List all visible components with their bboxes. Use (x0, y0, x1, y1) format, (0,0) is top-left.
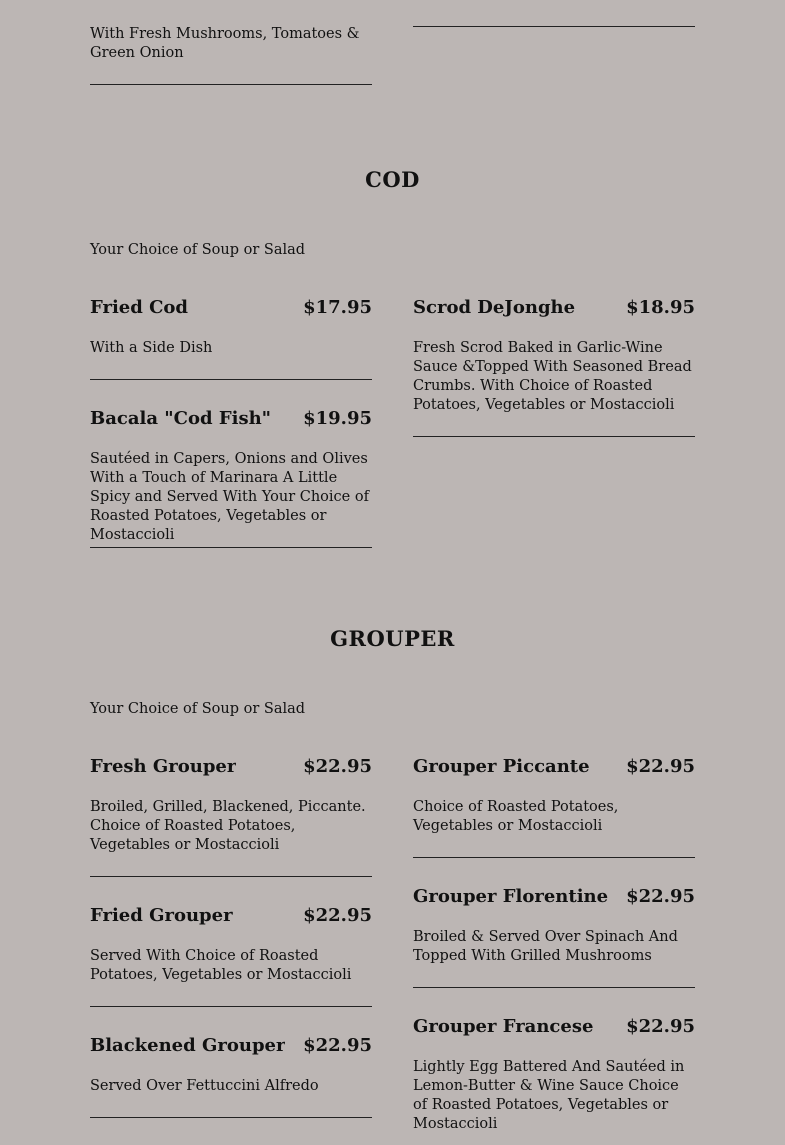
menu-item-scrod-dejonghe[interactable] (413, 297, 695, 319)
item-name: Grouper Florentine (413, 886, 609, 907)
section-note: Your Choice of Soup or Salad (90, 242, 306, 258)
item-price: $22.95 (626, 756, 695, 777)
item-name: Fried Cod (90, 297, 189, 318)
item-price: $22.95 (626, 1016, 695, 1037)
item-divider (90, 1006, 372, 1007)
item-divider (413, 26, 695, 27)
menu-item-grouper-francese[interactable] (413, 1016, 695, 1038)
item-divider (90, 547, 372, 548)
item-divider (90, 876, 372, 877)
item-description: Served Over Fettuccini Alfredo (90, 1078, 319, 1094)
menu-item-grouper-piccante[interactable] (413, 756, 695, 778)
menu-item-fried-grouper[interactable] (90, 905, 372, 927)
section-note: Your Choice of Soup or Salad (90, 701, 306, 717)
item-price: $17.95 (303, 297, 372, 318)
item-divider (413, 987, 695, 988)
menu-item-fried-cod[interactable] (90, 297, 372, 319)
item-price: $22.95 (303, 756, 372, 777)
item-name: Grouper Francese (413, 1016, 594, 1037)
item-price: $22.95 (626, 886, 695, 907)
menu-item-blackened-grouper[interactable] (90, 1035, 372, 1057)
item-price: $19.95 (303, 408, 372, 429)
item-name: Scrod DeJonghe (413, 297, 576, 318)
item-price: $22.95 (303, 1035, 372, 1056)
item-divider (90, 379, 372, 380)
item-description: Fresh Scrod Baked in Garlic-Wine Sauce &Topped With Seasoned Bread Crumbs. With Choice of Roasted Potatoes, Vegetables or Mostaccioli (413, 340, 692, 413)
menu-item-bacala[interactable] (90, 408, 372, 430)
item-name: Fresh Grouper (90, 756, 237, 777)
item-price: $22.95 (303, 905, 372, 926)
menu-item-grouper-florentine[interactable] (413, 886, 695, 908)
item-description: Sautéed in Capers, Onions and Olives With a Touch of Marinara A Little Spicy and Served With Your Choice of Roasted Potatoes, Vegetables or Mostaccioli (90, 451, 369, 543)
item-divider (413, 857, 695, 858)
item-description: Choice of Roasted Potatoes, Vegetables or Mostaccioli (413, 799, 619, 834)
section-title-cod: COD (365, 167, 420, 192)
item-name: Grouper Piccante (413, 756, 590, 777)
item-description: Broiled & Served Over Spinach And Topped With Grilled Mushrooms (413, 929, 678, 964)
item-description: Broiled, Grilled, Blackened, Piccante. Choice of Roasted Potatoes, Vegetables or Mostaccioli (90, 799, 366, 853)
section-title-grouper: GROUPER (330, 626, 455, 651)
item-divider (413, 436, 695, 437)
item-description: With Fresh Mushrooms, Tomatoes & Green Onion (90, 26, 360, 61)
menu-item-fresh-grouper[interactable] (90, 756, 372, 778)
item-name: Blackened Grouper (90, 1035, 286, 1056)
item-description: Lightly Egg Battered And Sautéed in Lemon-Butter & Wine Sauce Choice of Roasted Potatoes, Vegetables or Mostaccioli (413, 1059, 685, 1132)
item-description: Served With Choice of Roasted Potatoes, Vegetables or Mostaccioli (90, 948, 352, 983)
item-name: Fried Grouper (90, 905, 233, 926)
item-description: With a Side Dish (90, 340, 213, 356)
item-divider (90, 84, 372, 85)
item-price: $18.95 (626, 297, 695, 318)
item-divider (90, 1117, 372, 1118)
item-name: Bacala "Cod Fish" (90, 408, 272, 429)
